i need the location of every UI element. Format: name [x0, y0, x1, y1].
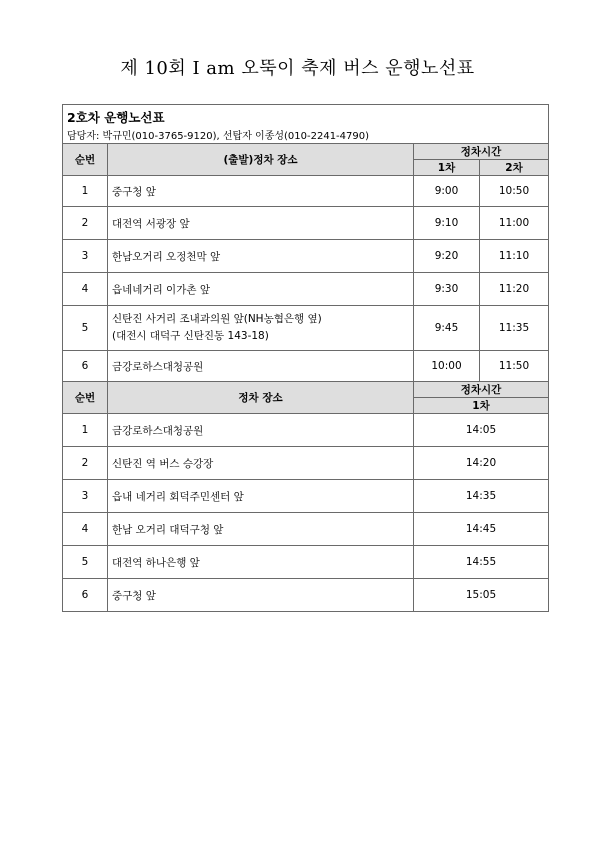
stop-place: 금강로하스대청공원: [108, 351, 414, 382]
row-number: 3: [63, 480, 108, 513]
header-place: (출발)정차 장소: [108, 144, 414, 176]
stop-place-line-1: 신탄진 사거리 조내과의원 앞(NH농협은행 옆): [112, 313, 322, 325]
stop-time-trip-2: 11:20: [480, 273, 549, 306]
table-row: [63, 240, 549, 273]
stop-place: 금강로하스대청공원: [108, 414, 414, 447]
row-number: 2: [63, 207, 108, 240]
stop-place: 중구청 앞: [108, 176, 414, 207]
stop-time-trip-1: 15:05: [414, 579, 549, 612]
row-number: 5: [63, 546, 108, 579]
bus-title: 2호차 운행노선표: [63, 105, 549, 127]
stop-time-trip-1: 9:45: [414, 306, 480, 351]
stop-time-trip-1: 10:00: [414, 351, 480, 382]
row-number: 2: [63, 447, 108, 480]
table-row: [63, 480, 549, 513]
stop-place: 한남오거리 오정천막 앞: [108, 240, 414, 273]
table-row: [63, 273, 549, 306]
stop-time-trip-2: 11:35: [480, 306, 549, 351]
stop-time-trip-1: 14:05: [414, 414, 549, 447]
stop-place: [108, 306, 414, 351]
stop-time-trip-2: 11:00: [480, 207, 549, 240]
stop-place: 대전역 서광장 앞: [108, 207, 414, 240]
stop-place: 신탄진 역 버스 승강장: [108, 447, 414, 480]
table-row: [63, 306, 549, 351]
return-header-place: 정차 장소: [108, 382, 414, 414]
row-number: 1: [63, 176, 108, 207]
stop-time-trip-1: 14:45: [414, 513, 549, 546]
stop-place: 한남 오거리 대덕구청 앞: [108, 513, 414, 546]
table-row: [63, 513, 549, 546]
contact-info: 담당자: 박규민(010-3765-9120), 선탑자 이종성(010-2241-4790): [63, 126, 549, 144]
stop-time-trip-2: 11:50: [480, 351, 549, 382]
stop-place: 읍네네거리 이가촌 앞: [108, 273, 414, 306]
table-row: [63, 447, 549, 480]
return-header-stop-time: 정차시간: [414, 382, 549, 398]
stop-time-trip-1: 14:55: [414, 546, 549, 579]
stop-time-trip-1: 14:20: [414, 447, 549, 480]
row-number: 1: [63, 414, 108, 447]
stop-time-trip-1: 9:00: [414, 176, 480, 207]
stop-time-trip-1: 9:20: [414, 240, 480, 273]
return-header-number: 순번: [63, 382, 108, 414]
stop-place: 읍내 네거리 회덕주민센터 앞: [108, 480, 414, 513]
table-row: [63, 351, 549, 382]
table-row: [63, 546, 549, 579]
stop-time-trip-2: 10:50: [480, 176, 549, 207]
stop-place-line-2: (대전시 대덕구 신탄진동 143-18): [112, 330, 269, 342]
row-number: 3: [63, 240, 108, 273]
table-row: [63, 176, 549, 207]
row-number: 4: [63, 513, 108, 546]
row-number: 5: [63, 306, 108, 351]
return-header-trip-1: 1차: [414, 398, 549, 414]
stop-time-trip-1: 9:30: [414, 273, 480, 306]
header-trip-2: 2차: [480, 160, 549, 176]
row-number: 6: [63, 351, 108, 382]
header-trip-1: 1차: [414, 160, 480, 176]
row-number: 4: [63, 273, 108, 306]
stop-time-trip-2: 11:10: [480, 240, 549, 273]
stop-time-trip-1: 14:35: [414, 480, 549, 513]
stop-time-trip-1: 9:10: [414, 207, 480, 240]
stop-place: 중구청 앞: [108, 579, 414, 612]
document-title: 제 10회 I am 오뚝이 축제 버스 운행노선표: [120, 58, 475, 79]
header-stop-time: 정차시간: [414, 144, 549, 160]
table-row: [63, 579, 549, 612]
table-row: [63, 414, 549, 447]
row-number: 6: [63, 579, 108, 612]
header-number: 순번: [63, 144, 108, 176]
table-row: [63, 207, 549, 240]
stop-place: 대전역 하나은행 앞: [108, 546, 414, 579]
bus-schedule-table: [62, 104, 549, 612]
